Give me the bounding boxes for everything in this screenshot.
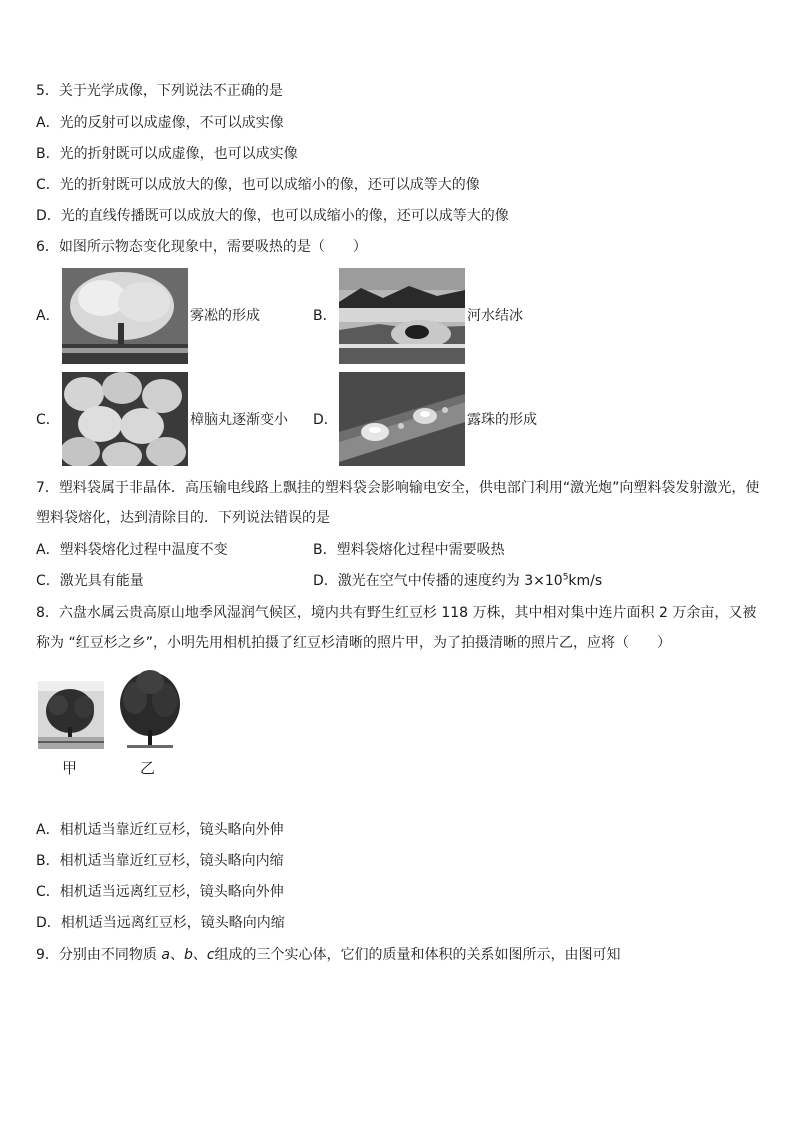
q8-stem: 8．六盘水属云贵高原山地季风湿润气候区，境内共有野生红豆杉 118 万株，其中相对集中连片面积 2 万余亩，又被称为 “红豆杉之乡”，小明先用相机拍摄了红豆杉清晰的照片甲，为了拍摄清晰的照片乙，应将（ ） xyxy=(36,605,757,651)
mothballs-photo xyxy=(62,372,188,466)
q8-option-b: B．相机适当靠近红豆杉，镜头略向内缩 xyxy=(36,853,284,869)
tree-photo-jia xyxy=(38,681,104,749)
river-ice-photo xyxy=(339,268,465,364)
q6-option-c-caption: 樟脑丸逐渐变小 xyxy=(190,412,288,428)
q5-option-a: A．光的反射可以成虚像，不可以成实像 xyxy=(36,115,284,131)
tree-photo-yi xyxy=(117,668,183,749)
q6-option-b-caption: 河水结冰 xyxy=(467,308,523,324)
q9-var-c: c xyxy=(206,947,215,963)
q9-var-b: b xyxy=(183,947,193,963)
q6-option-d-letter: D． xyxy=(313,412,338,428)
dewdrop-photo xyxy=(339,372,465,466)
q6-stem: 6．如图所示物态变化现象中，需要吸热的是（ ） xyxy=(36,239,367,255)
q6-option-a-caption: 雾凇的形成 xyxy=(190,308,260,324)
q7-option-a: A．塑料袋熔化过程中温度不变 xyxy=(36,542,228,558)
q5-option-c: C．光的折射既可以成放大的像，也可以成缩小的像，还可以成等大的像 xyxy=(36,177,480,193)
q7-option-d xyxy=(313,571,602,591)
q6-option-d-caption: 露珠的形成 xyxy=(467,412,537,428)
rime-photo xyxy=(62,268,188,364)
tree-label-yi: 乙 xyxy=(140,759,156,777)
q6-option-c-letter: C． xyxy=(36,412,60,428)
q5-option-d: D．光的直线传播既可以成放大的像，也可以成缩小的像，还可以成等大的像 xyxy=(36,208,509,224)
q6-option-b-letter: B． xyxy=(313,308,337,324)
q9-sep-2: 、 xyxy=(192,947,207,963)
q9-stem-suffix: 组成的三个实心体，它们的质量和体积的关系如图所示，由图可知 xyxy=(214,947,621,963)
q7-option-d-prefix: D．激光在空气中传播的速度约为 3×10 xyxy=(313,573,563,589)
q5-option-b: B．光的折射既可以成虚像，也可以成实像 xyxy=(36,146,298,162)
q7-option-c: C．激光具有能量 xyxy=(36,573,144,589)
q8-option-d: D．相机适当远离红豆杉，镜头略向内缩 xyxy=(36,915,285,931)
q6-option-a-letter: A． xyxy=(36,308,60,324)
q9-var-a: a xyxy=(161,947,170,963)
q7-option-d-exponent: 5 xyxy=(562,572,569,583)
q9-sep-1: 、 xyxy=(169,947,184,963)
q7-option-d-suffix: km/s xyxy=(568,573,603,589)
q7-option-b: B．塑料袋熔化过程中需要吸热 xyxy=(313,542,505,558)
q9-stem-prefix: 9．分别由不同物质 xyxy=(36,947,162,963)
q7-stem: 7．塑料袋属于非晶体．高压输电线路上飘挂的塑料袋会影响输电安全，供电部门利用“激光炮”向塑料袋发射激光，使塑料袋熔化，达到清除目的．下列说法错误的是 xyxy=(36,480,760,526)
tree-label-jia: 甲 xyxy=(62,759,78,777)
q5-stem: 5．关于光学成像，下列说法不正确的是 xyxy=(36,83,283,99)
q9-stem xyxy=(36,945,621,965)
q8-option-c: C．相机适当远离红豆杉，镜头略向外伸 xyxy=(36,884,284,900)
q8-option-a: A．相机适当靠近红豆杉，镜头略向外伸 xyxy=(36,822,284,838)
